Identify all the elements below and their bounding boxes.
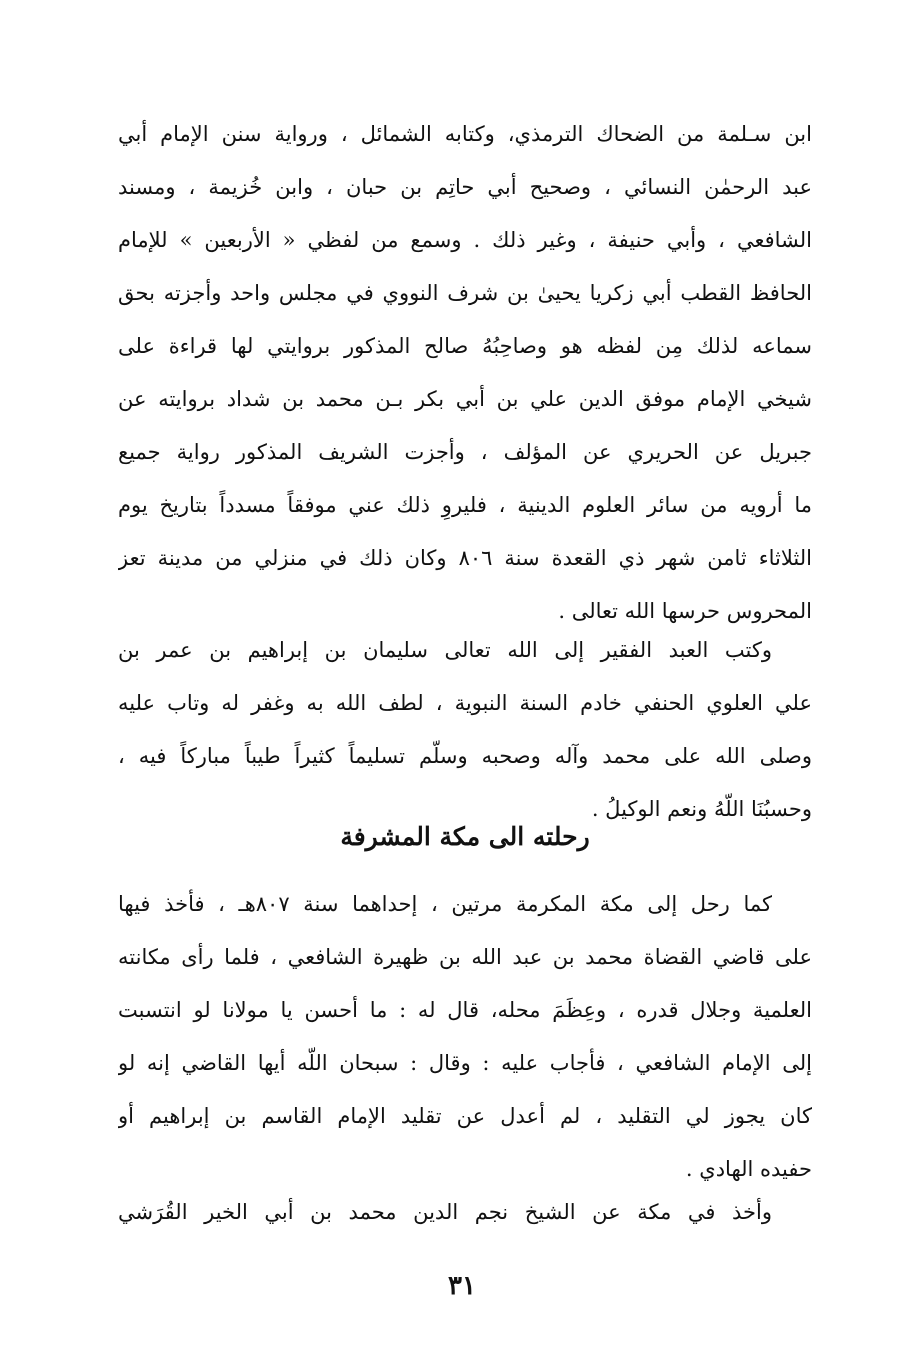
text-line: الثلاثاء ثامن شهر ذي القعدة سنة ٨٠٦ وكان ذلك في منزلي من مدينة تعز: [118, 546, 812, 570]
text-line: حفيده الهادي .: [685, 1157, 812, 1181]
text-line: كان يجوز لي التقليد ، لم أعدل عن تقليد الإمام القاسم بن إبراهيم أو: [118, 1104, 812, 1128]
text-line: كما رحل إلى مكة المكرمة مرتين ، إحداهما سنة ٨٠٧هـ ، فأخذ فيها: [118, 892, 772, 916]
paragraph-1: [118, 108, 812, 638]
paragraph-2: [118, 624, 812, 836]
text-line: المحروس حرسها الله تعالى .: [558, 599, 812, 623]
text-line: الشافعي ، وأبي حنيفة ، وغير ذلك . وسمع من لفظي « الأربعين » للإمام: [118, 228, 812, 252]
text-line: شيخي الإمام موفق الدين علي بن أبي بكر بـن محمد بن شداد بروايته عن: [118, 387, 812, 411]
text-line: وصلى الله على محمد وآله وصحبه وسلّم تسليماً كثيراً طيباً مباركاً فيه ،: [118, 744, 812, 768]
text-line: وحسبُنَا اللّهُ ونعم الوكيلُ .: [591, 797, 812, 821]
text-line: علي العلوي الحنفي خادم السنة النبوية ، لطف الله به وغفر له وتاب عليه: [118, 691, 812, 715]
text-line: سماعه لذلك مِن لفظه هو وصاحِبُهُ صالح المذكور بروايتي لها قراءة على: [118, 334, 812, 358]
text-line: العلمية وجلال قدره ، وعِظَمَ محله، قال له : ما أحسن يا مولانا لو انتسبت: [118, 998, 812, 1022]
text-line: على قاضي القضاة محمد بن عبد الله بن ظهيرة الشافعي ، فلما رأى مكانته: [118, 945, 812, 969]
text-line: عبد الرحمٰن النسائي ، وصحيح أبي حاتِم بن حبان ، وابن خُزيمة ، ومسند: [118, 175, 812, 199]
text-line: جبريل عن الحريري عن المؤلف ، وأجزت الشريف المذكور رواية جميع: [118, 440, 812, 464]
paragraph-4: [118, 1186, 812, 1239]
text-line: وأخذ في مكة عن الشيخ نجم الدين محمد بن أبي الخير القُرَشي: [118, 1200, 772, 1224]
text-line: ما أرويه من سائر العلوم الدينية ، فليروِ ذلك عني موفقاً مسدداً بتاريخ يوم: [118, 493, 812, 517]
text-line: الحافظ القطب أبي زكريا يحيىٰ بن شرف النووي في مجلس واحد وأجزته بحق: [118, 281, 812, 305]
text-line: ابن سـلمة من الضحاك الترمذي، وكتابه الشمائل ، ورواية سنن الإمام أبي: [118, 122, 812, 146]
text-line: وكتب العبد الفقير إلى الله تعالى سليمان بن إبراهيم بن عمر بن: [118, 638, 772, 662]
section-heading: رحلته الى مكة المشرفة: [340, 822, 590, 851]
page-number: ٣١: [448, 1271, 476, 1301]
paragraph-3: [118, 878, 812, 1196]
text-line: إلى الإمام الشافعي ، فأجاب عليه : وقال : سبحان اللّه أيها القاضي إنه لو: [118, 1051, 812, 1075]
